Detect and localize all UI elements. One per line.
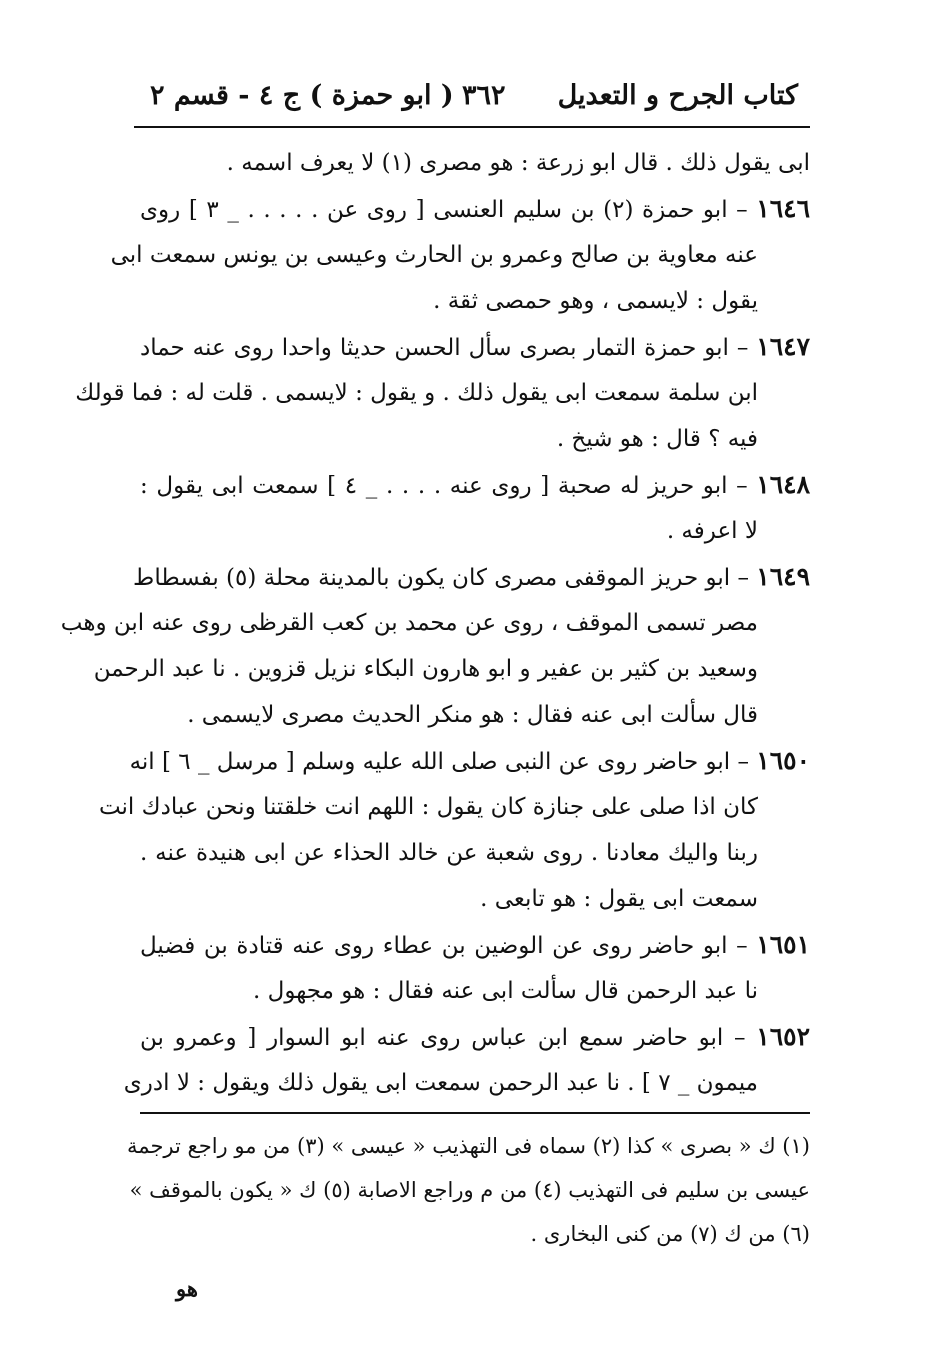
entry-text: – ابو حريز له صحبة [ روى عنه . . . . _ ٤ ] سمعت ابى يقول : [140,473,748,499]
entry-first-line [140,1014,810,1060]
text-line: لا اعرفه . [666,518,758,544]
entry-first-line [140,462,810,508]
entry-text: – ابو حاضر سمع ابن عباس روى عنه ابو السوار [ وعمرو بن [140,1025,746,1051]
entry-text: – ابو حمزة (٢) بن سليم العنسى [ روى عن . . . . . _ ٣ ] روى [140,197,748,223]
entry-number: ١٦٥٠ [756,746,810,775]
text-line: سمعت ابى يقول : هو تابعى . [480,886,758,912]
text-line: مصر تسمى الموقف ، روى عن محمد بن كعب القرظى روى عنه ابن وهب [60,610,758,636]
header-rule [134,126,810,128]
entry-number: ١٦٤٦ [756,194,811,223]
entry-first-line [140,186,810,232]
footnote-line: عيسى بن سليم فى التهذيب (٤) من م وراجع الاصابة (٥) ك « يكون بالموقف » [129,1178,810,1202]
entry-number: ١٦٤٧ [756,332,810,361]
entry-first-line [133,554,810,600]
entry-first-line [140,922,810,968]
catchword: هو [176,1276,198,1301]
text-line: ابى يقول ذلك . قال ابو زرعة : هو مصرى (١) لا يعرف اسمه . [226,150,810,176]
text-line: ربنا واليك معادنا . روى شعبة عن خالد الحذاء عن ابى هنيدة عنه . [140,840,758,866]
text-line: قال سألت ابى عنه فقال : هو منكر الحديث مصرى لايسمى . [187,702,758,728]
entry-number: ١٦٥١ [756,930,811,959]
main-text [60,140,811,1106]
footnotes [127,1124,810,1256]
entry-text: – ابو حاضر روى عن الوضين بن عطاء روى عنه قتادة بن فضيل [140,933,748,959]
footnote-rule [140,1112,810,1114]
entry-text: – ابو حريز الموقفى مصرى كان يكون بالمدينة محلة (٥) بفسطاط [133,565,749,591]
entry-text: – ابو حمزة التمار بصرى سأل الحسن حديثا واحدا روى عنه حماد [140,335,749,361]
entry-first-line [129,738,810,784]
entry-number: ١٦٤٩ [756,562,810,591]
entry-number: ١٦٥٢ [756,1022,811,1051]
text-line: يقول : لايسمى ، وهو حمصى ثقة . [433,288,758,314]
text-line: ابن سلمة سمعت ابى يقول ذلك . و يقول : لايسمى . قلت له : فما قولك [75,380,758,406]
book-title: كتاب الجرح و التعديل [557,80,798,111]
running-head [150,72,800,124]
entry-text: – ابو حاضر روى عن النبى صلى الله عليه وسلم [ مرسل _ ٦ ] انه [129,749,749,775]
text-line: نا عبد الرحمن قال سألت ابى عنه فقال : هو مجهول . [252,978,758,1004]
text-line: عنه معاوية بن صالح وعمرو بن الحارث وعيسى بن يونس سمعت ابى [110,242,758,268]
text-line: ميمون _ ٧ ] . نا عبد الرحمن سمعت ابى يقول ذلك ويقول : لا ادرى [123,1070,758,1096]
entry-number: ١٦٤٨ [756,470,811,499]
entry-first-line [140,324,810,370]
footnote-line: (١) ك « بصرى » كذا (٢) سماه فى التهذيب « عيسى » (٣) من مو راجع ترجمة [127,1134,810,1158]
section-heading: ( ابو حمزة ) ج ٤ - قسم ٢ [150,80,454,111]
text-line: كان اذا صلى على جنازة كان يقول : اللهم انت خلقتنا ونحن عبادك انت [98,794,758,820]
footnote-line: (٦) من ك (٧) من كنى البخارى . [530,1222,810,1246]
page-number: ٣٦٢ [462,80,506,111]
text-line: فيه ؟ قال : هو شيخ . [556,426,758,452]
text-line: وسعيد بن كثير بن عفير و ابو هارون البكاء نزيل قزوين . نا عبد الرحمن [93,656,758,682]
